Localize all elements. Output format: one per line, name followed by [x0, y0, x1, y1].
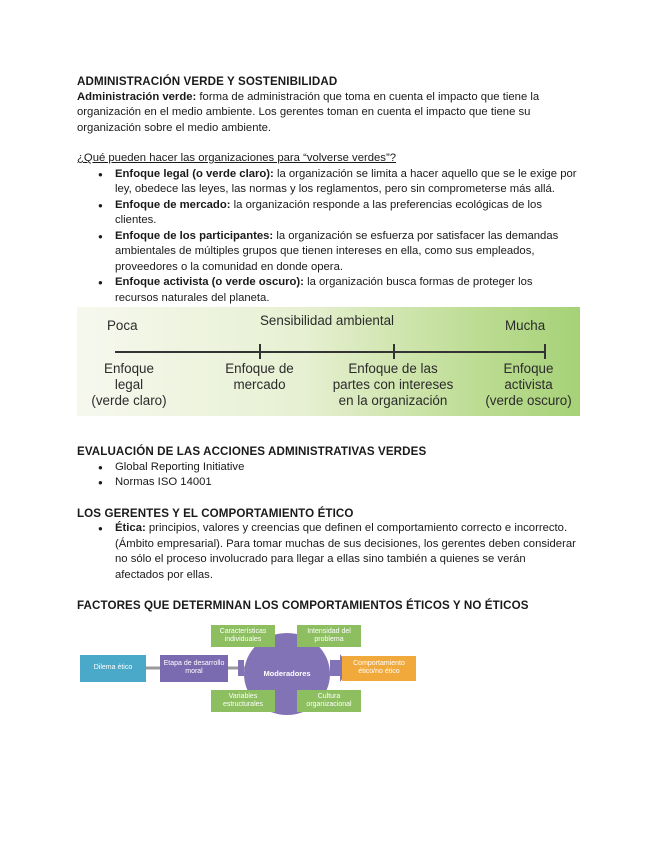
list-item: ● Enfoque de los participantes: la organización se esfuerza por satisfacer las demandas ambientales de múltiples grupos que tienen intereses en ella, como sus empleados, proveedores o la comunidad en donde opera.: [77, 229, 577, 276]
approach-market-label: Enfoque de mercado: [225, 361, 294, 392]
evaluation-list: [77, 460, 577, 491]
sensitivity-figure: [77, 307, 580, 416]
green-admin-definition: [77, 90, 577, 137]
sensitivity-title: Sensibilidad ambiental: [260, 313, 394, 328]
ethics-factors-diagram: [78, 622, 418, 717]
list-item: ● Enfoque activista (o verde oscuro): la organización busca formas de proteger los recursos naturales del planeta.: [77, 275, 577, 306]
ethical-behavior-box: Comportamiento ético/no ético: [342, 656, 416, 681]
organizational-culture-box: Cultura organizacional: [297, 690, 361, 712]
section-title-green-admin: ADMINISTRACIÓN VERDE Y SOSTENIBILIDAD: [77, 75, 338, 88]
scale-tick: [393, 344, 395, 359]
scale-tick: [544, 344, 546, 359]
ethics-list: [77, 521, 577, 583]
section-title-factors: FACTORES QUE DETERMINAN LOS COMPORTAMIENTOS ÉTICOS Y NO ÉTICOS: [77, 599, 529, 612]
moderators-circle: Moderadores: [244, 633, 330, 715]
problem-intensity-box: Intensidad del problema: [297, 625, 361, 647]
ethical-dilemma-box: Dilema ético: [80, 655, 146, 682]
green-question: ¿Qué pueden hacer las organizaciones para “volverse verdes”?: [77, 152, 396, 164]
individual-characteristics-box: Características individuales: [211, 625, 275, 647]
list-item: ● Enfoque de mercado: la organización responde a las preferencias ecológicas de los clientes.: [77, 198, 577, 229]
structural-variables-box: Variables estructurales: [211, 690, 275, 712]
list-item: ● Enfoque legal (o verde claro): la organización se limita a hacer aquello que se le exige por ley, obedece las leyes, las normas y los reglamentos, pero sin comprometerse más allá.: [77, 167, 577, 198]
sensitivity-high-label: Mucha: [505, 318, 546, 333]
green-approaches-list: [77, 167, 577, 307]
scale-tick: [259, 344, 261, 359]
definition-text: forma de administración que toma en cuenta el impacto que tiene la organización en el medio ambiente. Los gerentes toman en cuenta el impacto que tiene su organización sobre el medio ambiente.: [77, 90, 540, 134]
moral-development-box: Etapa de desarrollo moral: [160, 655, 228, 682]
approach-stakeholder-label: Enfoque de las partes con intereses en la organización: [332, 361, 454, 408]
section-title-ethics: LOS GERENTES Y EL COMPORTAMIENTO ÉTICO: [77, 506, 354, 520]
list-item: ● Global Reporting Initiative: [77, 460, 577, 476]
approach-activist-label: Enfoque activista (verde oscuro): [485, 361, 572, 408]
section-title-evaluation: EVALUACIÓN DE LAS ACCIONES ADMINISTRATIVAS VERDES: [77, 445, 427, 458]
sensitivity-low-label: Poca: [107, 318, 138, 333]
approach-legal-label: Enfoque legal (verde claro): [91, 361, 167, 408]
list-item: ● Ética: principios, valores y creencias que definen el comportamiento correcto e incorrecto. (Ámbito empresarial). Para tomar muchas de sus decisiones, los gerentes deben considerar no sólo el proceso involucrado para llegar a ellas sino también a quienes se verán afectados por ellas.: [77, 521, 577, 583]
list-item: ● Normas ISO 14001: [77, 475, 577, 491]
definition-term: Administración verde:: [77, 90, 197, 103]
document-page: [77, 74, 577, 717]
sensitivity-scale-line: [115, 351, 545, 353]
